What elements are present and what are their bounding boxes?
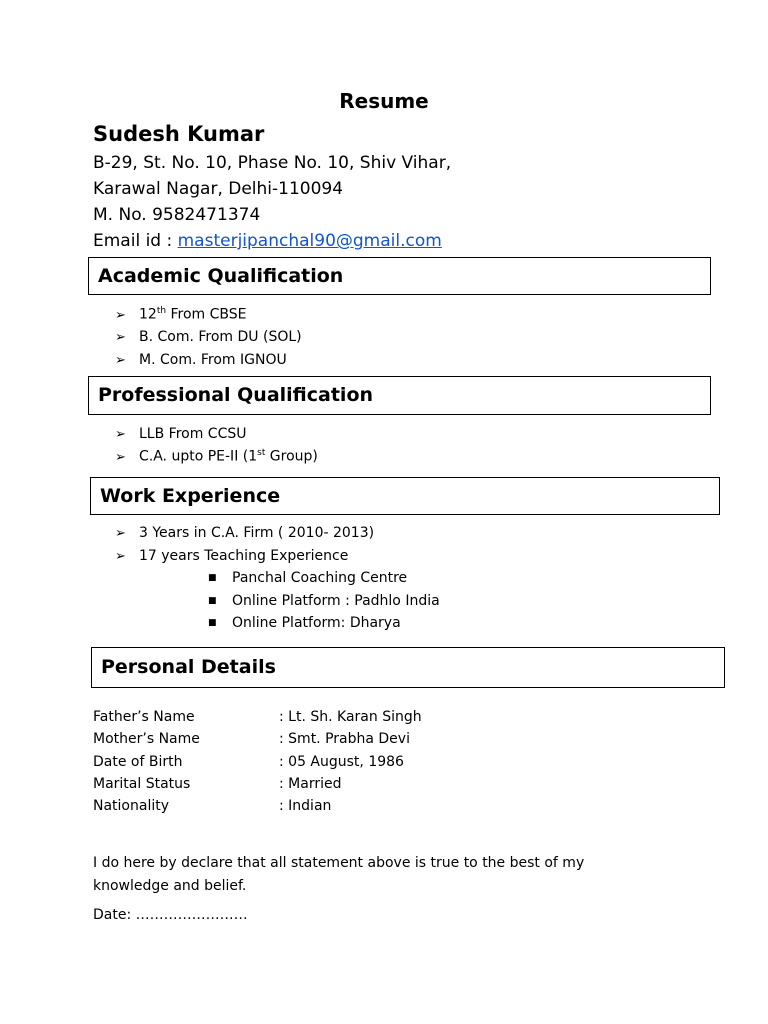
professional-item: ➢ C.A. upto PE-II (1st Group) — [115, 448, 318, 465]
email-label: Email id : — [93, 231, 178, 251]
page-title: Resume — [339, 89, 429, 113]
work-item: ➢ 17 years Teaching Experience — [115, 548, 349, 564]
personal-section-header — [91, 647, 725, 688]
professional-heading: Professional Qualification — [98, 384, 374, 406]
academic-heading: Academic Qualification — [98, 265, 344, 287]
personal-label: Mother’s Name — [93, 731, 200, 747]
arrow-bullet-icon: ➢ — [115, 549, 126, 564]
arrow-bullet-icon: ➢ — [115, 427, 126, 442]
work-item: ➢ 3 Years in C.A. Firm ( 2010- 2013) — [115, 525, 375, 541]
personal-value: : Smt. Prabha Devi — [279, 731, 410, 747]
personal-value: : Lt. Sh. Karan Singh — [279, 709, 422, 725]
personal-value: : 05 August, 1986 — [279, 754, 404, 770]
work-subitem: ■ Online Platform: Dharya — [208, 615, 401, 631]
work-section-header — [90, 477, 720, 515]
date-line: Date: …………………… — [93, 907, 248, 923]
square-bullet-icon: ■ — [208, 573, 217, 583]
mobile-number: M. No. 9582471374 — [93, 205, 261, 225]
email-row — [93, 231, 442, 251]
work-subitem: ■ Panchal Coaching Centre — [208, 570, 408, 586]
personal-value: : Married — [279, 776, 342, 792]
arrow-bullet-icon: ➢ — [115, 526, 126, 541]
academic-item: ➢ B. Com. From DU (SOL) — [115, 329, 302, 345]
square-bullet-icon: ■ — [208, 618, 217, 628]
arrow-bullet-icon: ➢ — [115, 330, 126, 345]
arrow-bullet-icon: ➢ — [115, 307, 126, 323]
work-subitem: ■ Online Platform : Padhlo India — [208, 593, 440, 609]
academic-section-header — [88, 257, 711, 295]
academic-item: ➢ 12th From CBSE — [115, 306, 247, 323]
personal-label: Father’s Name — [93, 709, 195, 725]
personal-label: Nationality — [93, 798, 170, 814]
applicant-name: Sudesh Kumar — [93, 122, 265, 146]
personal-value: : Indian — [279, 798, 332, 814]
personal-label: Marital Status — [93, 776, 191, 792]
professional-item: ➢ LLB From CCSU — [115, 426, 247, 442]
declaration-text: I do here by declare that all statement above is true to the best of my knowledge and belief. — [93, 855, 585, 894]
work-heading: Work Experience — [100, 485, 281, 507]
academic-item: ➢ M. Com. From IGNOU — [115, 352, 287, 368]
personal-heading: Personal Details — [101, 656, 276, 678]
arrow-bullet-icon: ➢ — [115, 353, 126, 368]
professional-section-header — [88, 376, 711, 415]
address-line-2: Karawal Nagar, Delhi-110094 — [93, 179, 344, 199]
square-bullet-icon: ■ — [208, 596, 217, 606]
personal-label: Date of Birth — [93, 754, 183, 770]
email-link[interactable]: masterjipanchal90@gmail.com — [177, 231, 442, 251]
address-line-1: B-29, St. No. 10, Phase No. 10, Shiv Vihar, — [93, 153, 452, 173]
arrow-bullet-icon: ➢ — [115, 449, 126, 465]
